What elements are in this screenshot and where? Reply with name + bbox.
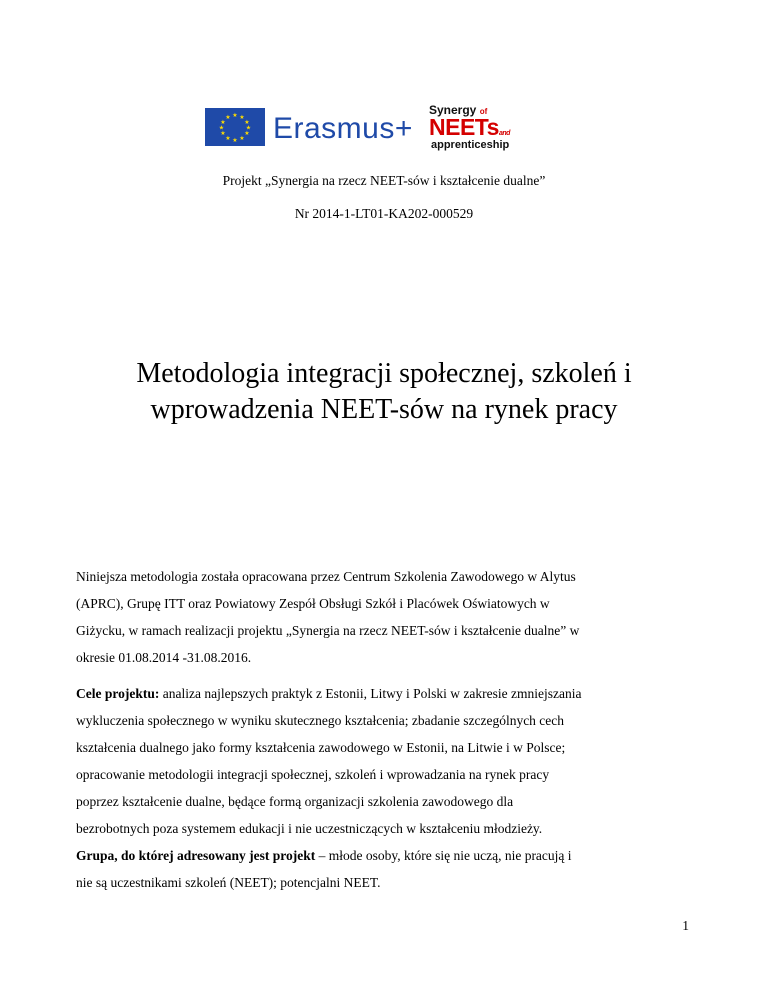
svg-text:★: ★ bbox=[232, 137, 238, 144]
intro-paragraph bbox=[76, 563, 691, 671]
target-line: nie są uczestnikami szkoleń (NEET); potencjalni NEET. bbox=[76, 875, 381, 890]
svg-text:★: ★ bbox=[220, 119, 226, 126]
intro-line: Giżycku, w ramach realizacji projektu „Synergia na rzecz NEET-sów i kształcenie dualne” w bbox=[76, 623, 580, 638]
document-title bbox=[0, 356, 768, 428]
project-number: Nr 2014-1-LT01-KA202-000529 bbox=[294, 206, 474, 221]
svg-text:★: ★ bbox=[232, 112, 238, 119]
intro-line: okresie 01.08.2014 -31.08.2016. bbox=[76, 650, 252, 665]
svg-text:★: ★ bbox=[244, 119, 250, 126]
svg-text:★: ★ bbox=[218, 124, 225, 132]
svg-text:★: ★ bbox=[244, 130, 250, 137]
page-number: 1 bbox=[682, 918, 689, 933]
goals-text: analiza najlepszych praktyk z Estonii, Litwy i Polski w zakresie zmniejszania bbox=[159, 686, 582, 701]
goals-line: opracowanie metodologii integracji społecznej, szkoleń i wprowadzania na rynek pracy bbox=[76, 767, 550, 782]
goals-line: bezrobotnych poza systemem edukacji i nie uczestniczących w kształceniu młodzieży. bbox=[76, 821, 543, 836]
logo-bar bbox=[205, 104, 515, 154]
project-line: Projekt „Synergia na rzecz NEET-sów i kształcenie dualne” bbox=[222, 173, 546, 188]
goals-line: kształcenia dualnego jako formy kształcenia zawodowego w Estonii, na Litwie i w Polsce; bbox=[76, 740, 566, 755]
goals-line: poprzez kształcenie dualne, będące formą organizacji szkolenia zawodowego dla bbox=[76, 794, 514, 809]
svg-text:★: ★ bbox=[225, 135, 231, 142]
synergy-neets-logo: Synergy of NEETsand apprenticeship bbox=[429, 103, 510, 151]
svg-text:★: ★ bbox=[225, 114, 231, 121]
intro-line: Niniejsza metodologia została opracowana przez Centrum Szkolenia Zawodowego w Alytus bbox=[76, 569, 576, 584]
target-label: Grupa, do której adresowany jest projekt bbox=[76, 848, 316, 863]
goals-line: wykluczenia społecznego w wyniku skutecznego kształcenia; zbadanie szczególnych cech bbox=[76, 713, 565, 728]
goals-label: Cele projektu: bbox=[76, 686, 160, 701]
svg-text:★: ★ bbox=[239, 114, 245, 121]
erasmus-logo-text: Erasmus+ bbox=[273, 112, 413, 145]
svg-text:★: ★ bbox=[239, 135, 245, 142]
title-line-2: wprowadzenia NEET-sów na rynek pracy bbox=[150, 394, 618, 425]
title-line-1: Metodologia integracji społecznej, szkoleń i bbox=[136, 358, 632, 389]
target-text: – młode osoby, które się nie uczą, nie pracują i bbox=[315, 848, 572, 863]
eu-flag-icon bbox=[205, 108, 265, 146]
svg-text:★: ★ bbox=[220, 130, 226, 137]
intro-line: (APRC), Grupę ITT oraz Powiatowy Zespół Obsługi Szkół i Placówek Oświatowych w bbox=[76, 596, 550, 611]
svg-text:★: ★ bbox=[245, 124, 252, 132]
goals-paragraph bbox=[76, 680, 691, 896]
